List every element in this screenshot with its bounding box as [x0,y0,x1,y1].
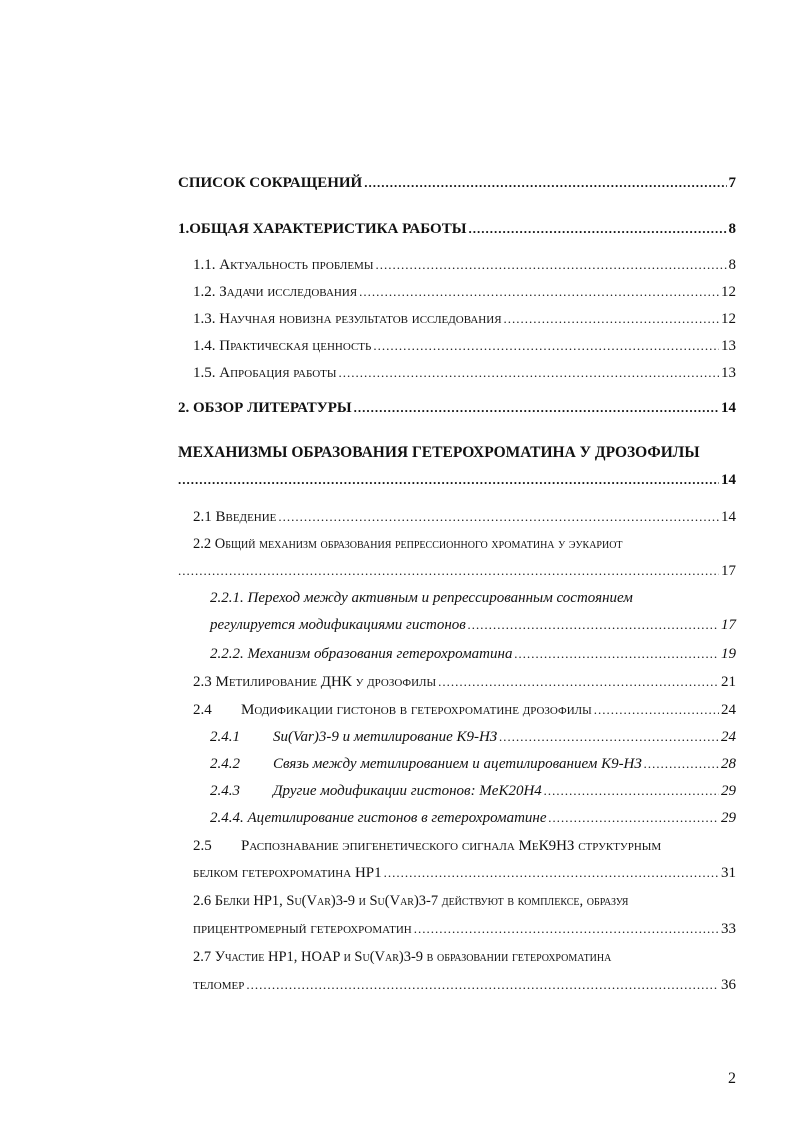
toc-entry-title: СПИСОК СОКРАЩЕНИЙ [178,175,363,191]
toc-entry-2-7[interactable] [193,976,736,994]
dot-leader [278,508,719,526]
toc-entry-2-3[interactable] [193,673,736,691]
dot-leader [338,364,719,382]
toc-entry-page: 19 [721,646,736,662]
dot-leader [246,976,719,994]
toc-entry-2-2-1[interactable] [210,616,736,634]
toc-entry-page: 13 [721,365,736,381]
toc-entry-page: 14 [721,509,736,525]
dot-leader [178,562,719,580]
toc-entry-page: 12 [721,311,736,327]
toc-entry-title: 1.1. Актуальность проблемы [193,257,374,273]
toc-entry-2-4-2[interactable] [210,755,736,773]
toc-entry-page: 14 [721,472,736,488]
toc-entry-1-1[interactable] [193,256,736,274]
toc-entry-title: 1.4. Практическая ценность [193,338,372,354]
toc-entry-title: 2.2.2. Механизм образования гетерохроматина [210,646,513,662]
toc-entry-page: 13 [721,338,736,354]
toc-entry-page: 17 [721,563,736,579]
toc-entry-page: 14 [721,400,736,416]
toc-entry-page: 7 [728,175,736,191]
dot-leader [644,755,719,773]
toc-entry-2-6[interactable] [193,920,736,938]
toc-entry-title: Su(Var)3-9 и метилирование К9-НЗ [273,729,498,745]
toc-entry-mechanisms-leader-line[interactable] [178,471,736,489]
toc-entry-2-2-leader-line[interactable] [178,562,736,580]
dot-leader [544,782,719,800]
toc-entry-number: 2.4.3 [210,783,240,799]
toc-entry-page: 24 [721,702,736,718]
toc-entry-page: 29 [721,783,736,799]
toc-entry-title: 1.5. Апробация работы [193,365,337,381]
dot-leader [359,283,719,301]
dot-leader [178,471,719,489]
toc-entry-number: 2.4 [193,702,212,718]
toc-entry-title-line2: белком гетерохроматина HP1 [193,865,382,881]
toc-entry-page: 17 [721,617,736,633]
toc-entry-1-5[interactable] [193,364,736,382]
toc-entry-title: 2.3 Метилирование ДНК у дрозофилы [193,674,437,690]
toc-entry-2-4-3[interactable] [210,782,736,800]
toc-entry-page: 24 [721,729,736,745]
toc-entry-2-2-1-title-line1[interactable]: 2.2.1. Переход между активным и репрессированным состоянием [210,590,633,606]
dot-leader [364,174,726,192]
toc-entry-title: 1.ОБЩАЯ ХАРАКТЕРИСТИКА РАБОТЫ [178,221,467,237]
toc-entry-title-line2: прицентромерный гетерохроматин [193,921,412,937]
toc-entry-number: 2.5 [193,838,212,854]
toc-entry-page: 29 [721,810,736,826]
toc-entry-general-characteristics[interactable] [178,220,736,238]
toc-entry-title: 2. ОБЗОР ЛИТЕРАТУРЫ [178,400,352,416]
toc-entry-2-5-title-line1[interactable] [193,837,736,855]
dot-leader [499,728,719,746]
toc-entry-number: 2.4.2 [210,756,240,772]
toc-entry-title: 1.2. Задачи исследования [193,284,358,300]
dot-leader [384,864,719,882]
toc-entry-2-4-1[interactable] [210,728,736,746]
toc-entry-2-2-title[interactable]: 2.2 Общий механизм образования репрессионного хроматина у эукариот [193,536,623,552]
dot-leader [549,809,719,827]
dot-leader [373,337,719,355]
toc-entry-2-2-2[interactable] [210,645,736,663]
toc-entry-2-5[interactable] [193,864,736,882]
toc-entry-1-2[interactable] [193,283,736,301]
toc-entry-1-4[interactable] [193,337,736,355]
toc-entry-title: Модификации гистонов в гетерохроматине дрозофилы [241,702,592,718]
toc-entry-2-6-title-line1[interactable]: 2.6 Белки HP1, Su(Var)3-9 и Su(Var)3-7 действуют в комплексе, образуя [193,893,629,909]
dot-leader [414,920,719,938]
toc-entry-title-line1: Распознавание эпигенетического сигнала МеК9НЗ структурным [241,838,662,854]
toc-entry-page: 31 [721,865,736,881]
dot-leader [354,399,719,417]
toc-entry-title: Связь между метилированием и ацетилированием К9-НЗ [273,756,642,772]
toc-entry-2-4[interactable] [193,701,736,719]
dot-leader [514,645,719,663]
toc-entry-1-3[interactable] [193,310,736,328]
toc-entry-2-1[interactable] [193,508,736,526]
dot-leader [504,310,719,328]
dot-leader [438,673,719,691]
toc-entry-page: 8 [728,257,736,273]
toc-entry-page: 8 [728,221,736,237]
dot-leader [468,220,726,238]
page-number: 2 [728,1070,736,1087]
toc-entry-title: 1.3. Научная новизна результатов исследования [193,311,502,327]
dot-leader [375,256,726,274]
toc-entry-literature-review[interactable] [178,399,736,417]
toc-entry-page: 36 [721,977,736,993]
toc-entry-title: 2.4.4. Ацетилирование гистонов в гетерохроматине [210,810,547,826]
toc-entry-page: 12 [721,284,736,300]
toc-entry-page: 28 [721,756,736,772]
toc-entry-2-4-4[interactable] [210,809,736,827]
toc-entry-title: 2.1 Введение [193,509,277,525]
toc-entry-title: Другие модификации гистонов: MeK20H4 [273,783,542,799]
toc-entry-2-7-title-line1[interactable]: 2.7 Участие HP1, HOAP и Su(Var)3-9 в образовании гетерохроматина [193,949,612,965]
toc-entry-abbreviations[interactable] [178,174,736,192]
toc-entry-title-line2: теломер [193,977,245,993]
toc-entry-title-line2: регулируется модификациями гистонов [210,617,466,633]
toc-entry-page: 33 [721,921,736,937]
toc-entry-mechanisms-title[interactable]: МЕХАНИЗМЫ ОБРАЗОВАНИЯ ГЕТЕРОХРОМАТИНА У ДРОЗОФИЛЫ [178,444,700,461]
toc-entry-page: 21 [721,674,736,690]
dot-leader [594,701,719,719]
dot-leader [468,616,719,634]
toc-entry-number: 2.4.1 [210,729,240,745]
